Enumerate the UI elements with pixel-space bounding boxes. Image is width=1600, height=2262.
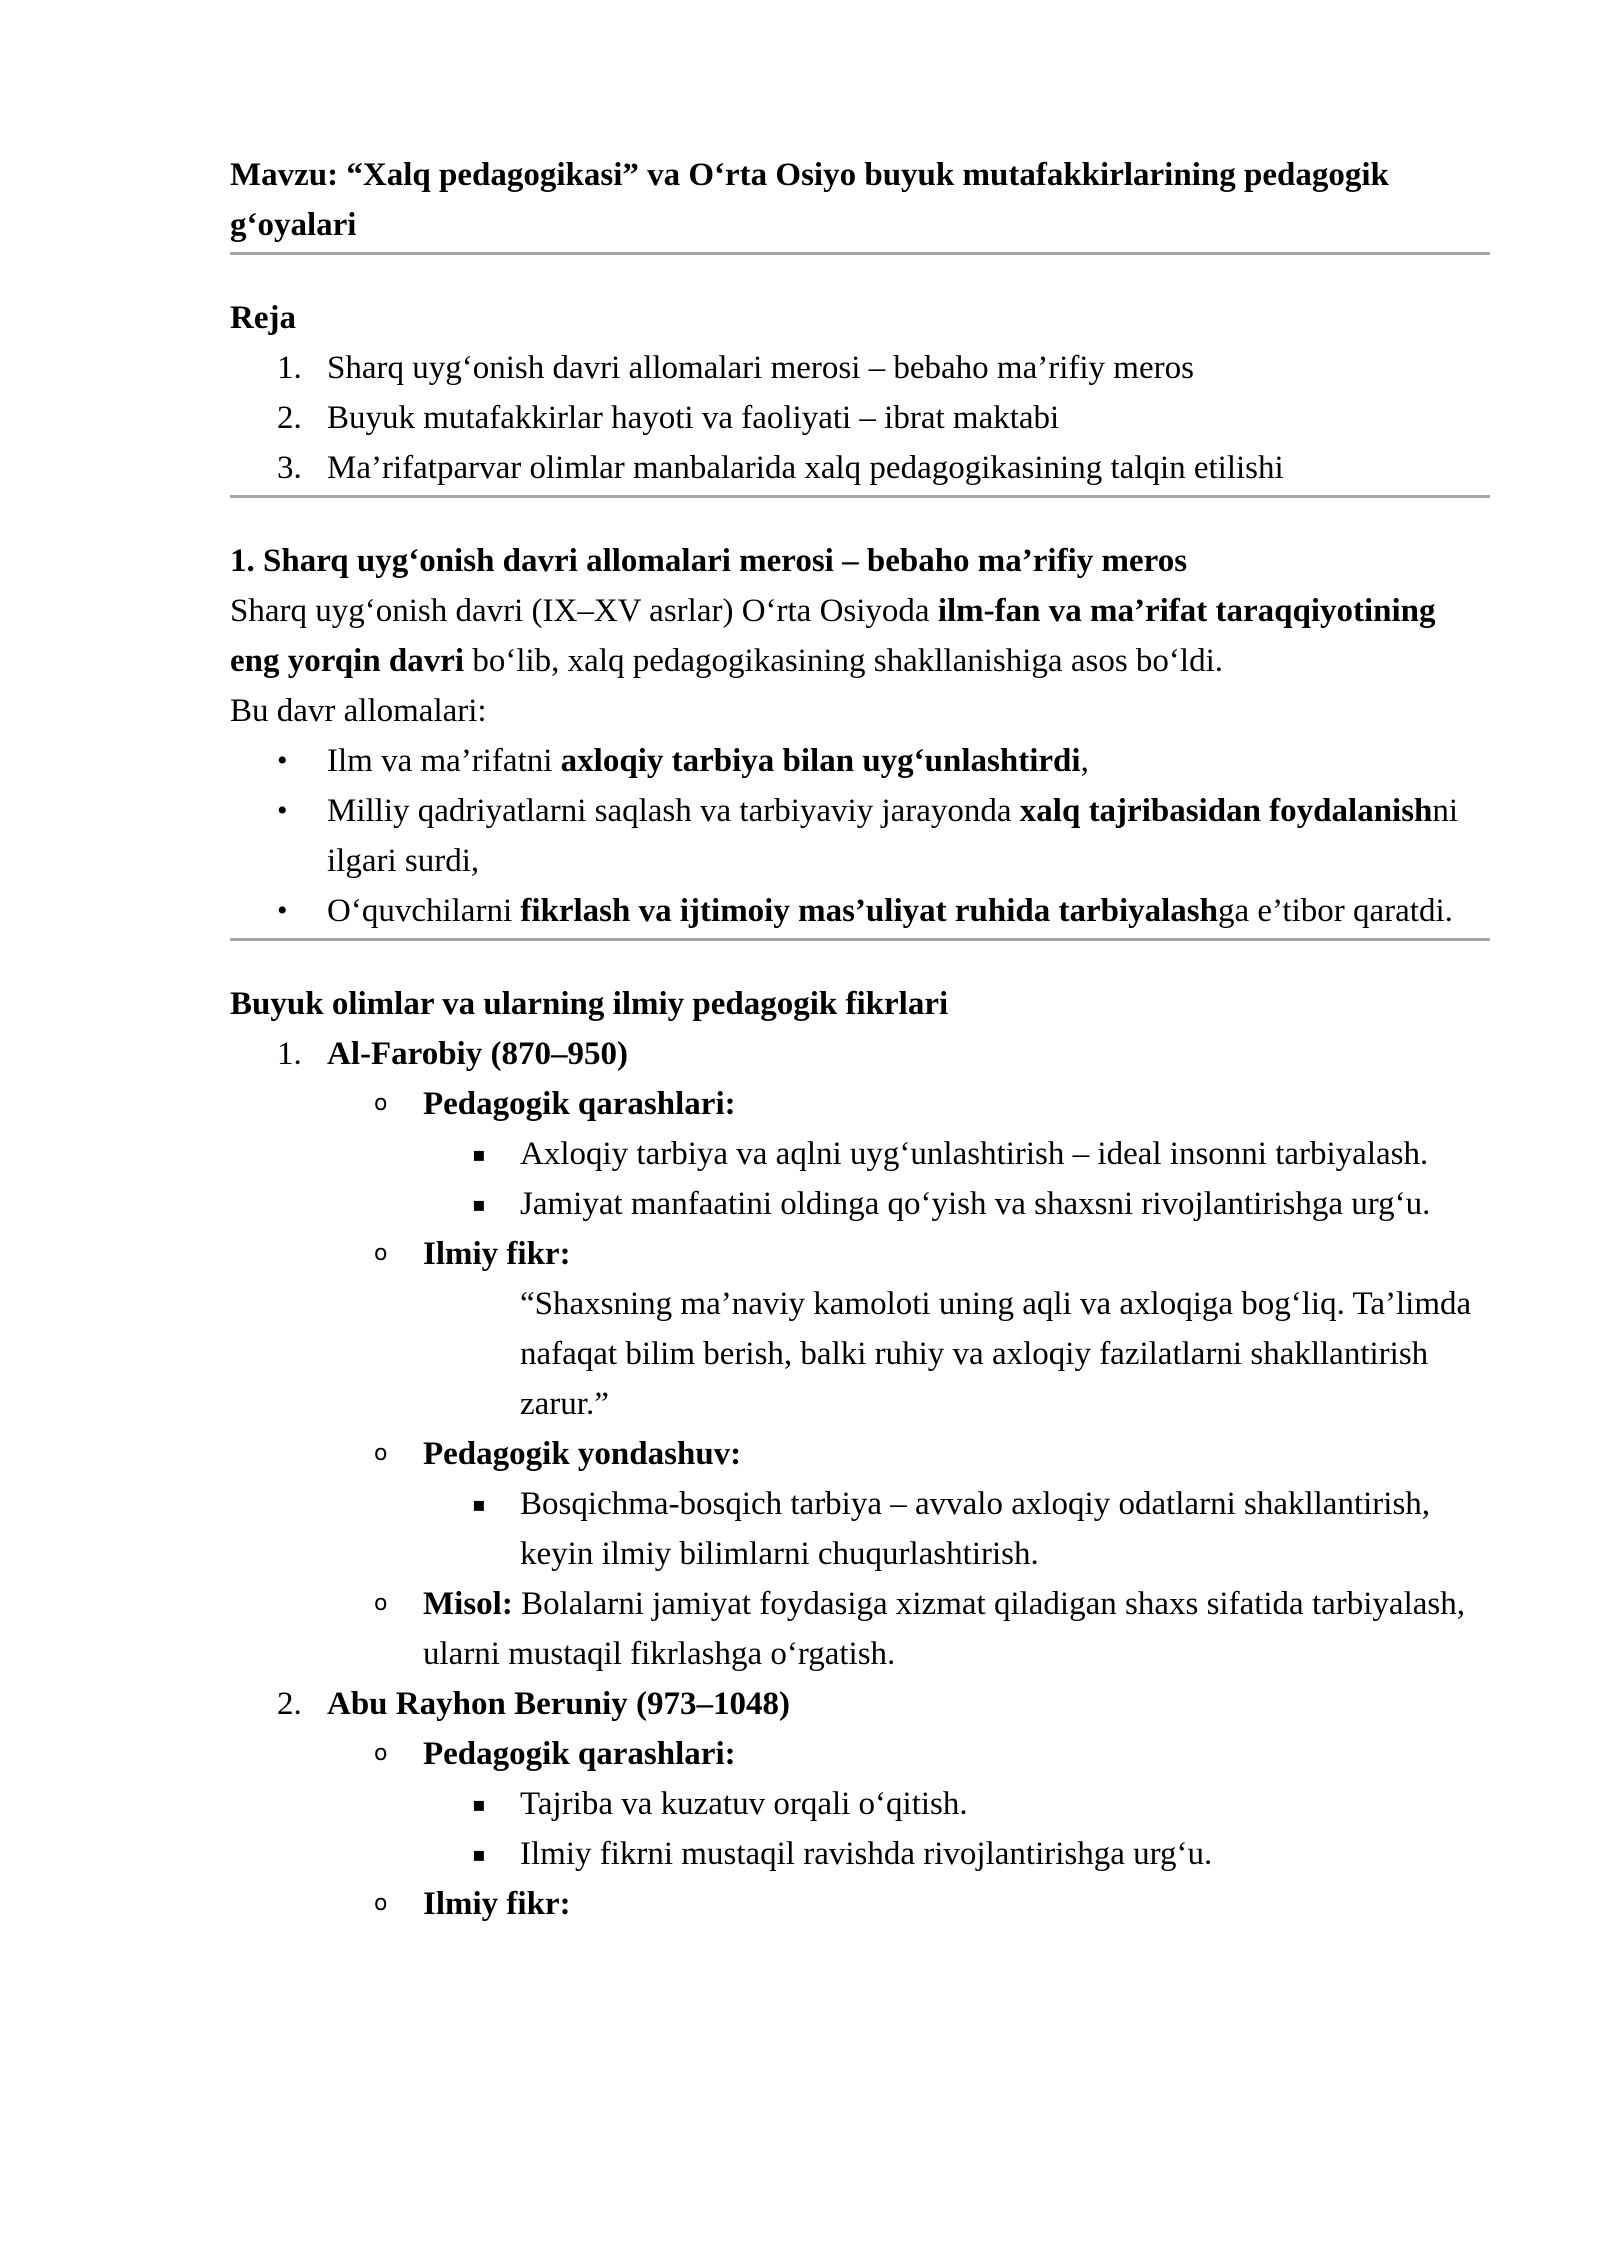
section-2 (230, 979, 1490, 1929)
list-item-text: Axloqiy tarbiya va aqlni uyg‘unlashtirish – ideal insonni tarbiyalash. (520, 1136, 1429, 1172)
circle-bullet-icon: o (374, 1891, 388, 1916)
list-item (230, 1129, 1490, 1179)
circle-bullet-icon: o (374, 1591, 388, 1616)
list-number: 1. (277, 350, 302, 386)
plan-item (230, 393, 1490, 443)
square-bullet-icon: ▪ (472, 1842, 486, 1866)
scholar-details (230, 1729, 1490, 1929)
bullet-text: Ilm va ma’rifatni (327, 743, 561, 779)
bullet-text: ni ilgari surdi, (327, 793, 1459, 879)
bullet-marker: • (277, 894, 288, 927)
paragraph-text: Sharq uyg‘onish davri (IX–XV asrlar) O‘rta Osiyoda (230, 593, 938, 629)
list-number: 2. (277, 1686, 302, 1722)
list-number: 3. (277, 450, 302, 486)
detail-label: Ilmiy fikr: (423, 1236, 571, 1272)
list-item (230, 886, 1490, 936)
detail-label: Pedagogik yondashuv: (423, 1436, 742, 1472)
plan-heading: Reja (230, 300, 296, 336)
square-bullet-icon: ▪ (472, 1792, 486, 1816)
square-bullet-icon: ▪ (472, 1492, 486, 1516)
detail-item (230, 1079, 1490, 1229)
scholar-item (230, 1029, 1490, 1679)
list-item (230, 1479, 1490, 1579)
views-list (230, 1779, 1490, 1879)
detail-label: Misol: (423, 1586, 513, 1622)
document-title: Mavzu: “Xalq pedagogikasi” va O‘rta Osiyo buyuk mutafakkirlarining pedagogik g‘oyalari (230, 157, 1389, 243)
list-number: 2. (277, 400, 302, 436)
plan-section (230, 293, 1490, 493)
list-item-text: Jamiyat manfaatini oldinga qo‘yish va shaxsni rivojlantirishga urg‘u. (520, 1186, 1431, 1222)
bullet-emphasis: axloqiy tarbiya bilan uyg‘unlashtirdi (560, 743, 1081, 779)
divider (230, 938, 1490, 941)
divider (230, 252, 1490, 255)
plan-list (230, 343, 1490, 493)
section-1-paragraph (230, 586, 1490, 686)
bullet-text: Milliy qadriyatlarni saqlash va tarbiyaviy jarayonda (327, 793, 1020, 829)
list-item-text: Ilmiy fikrni mustaqil ravishda rivojlantirishga urg‘u. (520, 1836, 1213, 1872)
square-bullet-icon: ▪ (472, 1192, 486, 1216)
plan-item-text: Sharq uyg‘onish davri allomalari merosi – bebaho ma’rifiy meros (327, 350, 1194, 386)
section-1 (230, 536, 1490, 936)
list-item (230, 736, 1490, 786)
scholar-name: Abu Rayhon Beruniy (973–1048) (327, 1686, 790, 1722)
bullet-text: ga e’tibor qaratdi. (1218, 893, 1453, 929)
list-number: 1. (277, 1036, 302, 1072)
section-1-heading: 1. Sharq uyg‘onish davri allomalari merosi – bebaho ma’rifiy meros (230, 543, 1188, 579)
paragraph-text: bo‘lib, xalq pedagogikasining shakllanishiga asos bo‘ldi. (464, 643, 1223, 679)
scholar-list (230, 1029, 1490, 1929)
list-item (230, 1179, 1490, 1229)
paragraph-emphasis: ilm-fan va ma’rifat taraqqiyotining eng yorqin davri (230, 593, 1436, 679)
detail-item (230, 1229, 1490, 1429)
detail-item (230, 1729, 1490, 1879)
plan-item-text: Ma’rifatparvar olimlar manbalarida xalq pedagogikasining talqin etilishi (327, 450, 1284, 486)
list-item (230, 1779, 1490, 1829)
bullet-text: , (1080, 743, 1089, 779)
circle-bullet-icon: o (374, 1441, 388, 1466)
approach-list (230, 1479, 1490, 1579)
divider (230, 495, 1490, 498)
example-text: Bolalarni jamiyat foydasiga xizmat qiladigan shaxs sifatida tarbiyalash, ularni mustaqil fikrlashga o‘rgatish. (423, 1586, 1465, 1672)
plan-item (230, 343, 1490, 393)
detail-label: Ilmiy fikr: (423, 1886, 571, 1922)
section-2-heading: Buyuk olimlar va ularning ilmiy pedagogik fikrlari (230, 986, 949, 1022)
detail-label: Pedagogik qarashlari: (423, 1086, 736, 1122)
scholar-name: Al-Farobiy (870–950) (327, 1036, 628, 1072)
detail-item (230, 1879, 1490, 1929)
bullet-emphasis: fikrlash va ijtimoiy mas’uliyat ruhida tarbiyalash (520, 893, 1218, 929)
square-bullet-icon: ▪ (472, 1142, 486, 1166)
section-1-bullets (230, 736, 1490, 936)
document-content (230, 150, 1490, 1929)
bullet-marker: • (277, 744, 288, 777)
plan-item (230, 443, 1490, 493)
plan-item-text: Buyuk mutafakkirlar hayoti va faoliyati – ibrat maktabi (327, 400, 1060, 436)
detail-item (230, 1429, 1490, 1579)
section-1-intro: Bu davr allomalari: (230, 693, 487, 729)
bullet-emphasis: xalq tajribasidan foydalanish (1019, 793, 1433, 829)
scholar-details (230, 1079, 1490, 1679)
bullet-marker: • (277, 794, 288, 827)
circle-bullet-icon: o (374, 1741, 388, 1766)
circle-bullet-icon: o (374, 1241, 388, 1266)
bullet-text: O‘quvchilarni (327, 893, 521, 929)
list-item (230, 1829, 1490, 1879)
scholar-item (230, 1679, 1490, 1929)
detail-item (230, 1579, 1490, 1679)
views-list (230, 1129, 1490, 1229)
list-item-text: Bosqichma-bosqich tarbiya – avvalo axloqiy odatlarni shakllantirish, keyin ilmiy bilimlarni chuqurlashtirish. (520, 1486, 1431, 1572)
circle-bullet-icon: o (374, 1091, 388, 1116)
list-item (230, 786, 1490, 886)
idea-quote: “Shaxsning ma’naviy kamoloti uning aqli va axloqiga bog‘liq. Ta’limda nafaqat bilim berish, balki ruhiy va axloqiy fazilatlarni shakllantirish zarur.” (520, 1286, 1472, 1422)
detail-label: Pedagogik qarashlari: (423, 1736, 736, 1772)
list-item-text: Tajriba va kuzatuv orqali o‘qitish. (520, 1786, 968, 1822)
